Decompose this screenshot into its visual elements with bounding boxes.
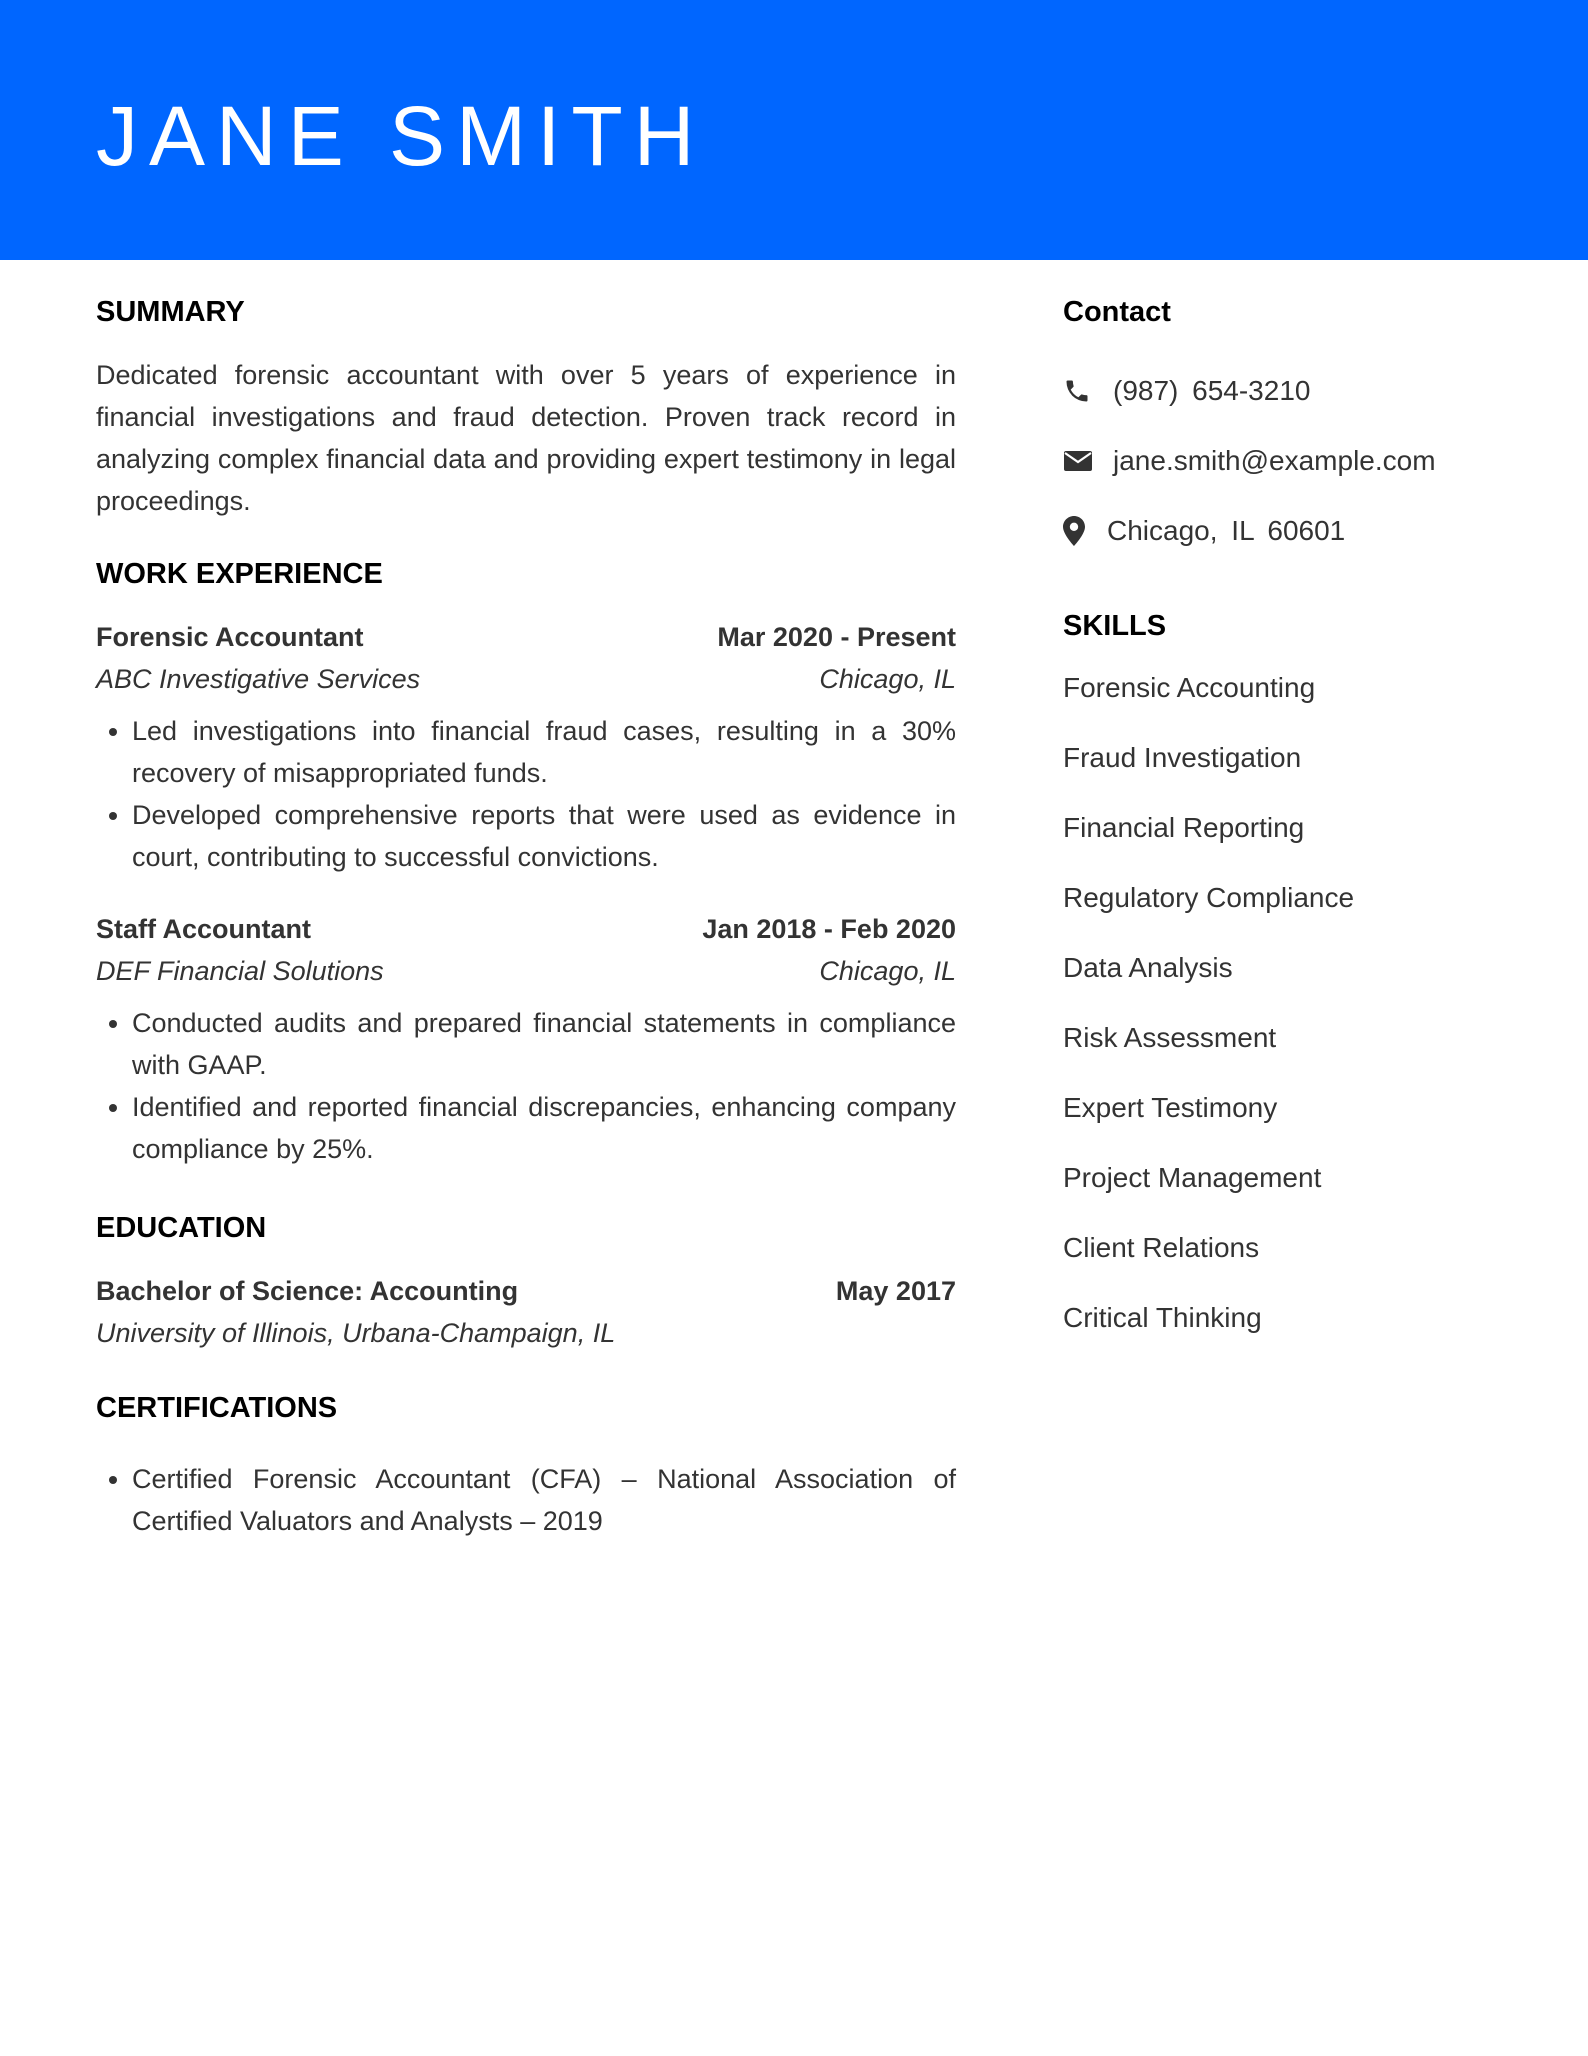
list-item: Client Relations — [1063, 1232, 1260, 1263]
job-dates: Jan 2018 - Feb 2020 — [702, 914, 956, 944]
list-item: Regulatory Compliance — [1063, 882, 1355, 913]
list-item: • Identified and reported financial discrepancies, enhancing company compliance by 25%. — [132, 1086, 956, 1170]
job-location: Chicago, IL — [819, 664, 956, 694]
phone-icon — [1063, 376, 1097, 406]
contact-email — [1063, 426, 1523, 496]
summary-text: Dedicated forensic accountant with over 5 years of experience in financial investigations and fraud detection. Proven track record in analyzing complex financial data and providing expert testimony in legal proceedings. — [96, 360, 956, 516]
list-item: • Led investigations into financial fraud cases, resulting in a 30% recovery of misappropriated funds. — [132, 710, 956, 794]
certifications-title: CERTIFICATIONS — [96, 1392, 338, 1424]
list-item: Data Analysis — [1063, 952, 1233, 983]
list-item: Expert Testimony — [1063, 1092, 1278, 1123]
envelope-icon — [1063, 446, 1097, 476]
skills-list — [1063, 668, 1523, 1368]
list-item: Risk Assessment — [1063, 1022, 1277, 1053]
skills-title: SKILLS — [1063, 610, 1167, 642]
list-item: • Certified Forensic Accountant (CFA) – National Association of Certified Valuators and Analysts – 2019 — [132, 1458, 956, 1542]
certifications-list — [96, 1458, 956, 1542]
job-location: Chicago, IL — [819, 956, 956, 986]
side-column — [1063, 292, 1523, 1368]
job-company: DEF Financial Solutions — [96, 956, 384, 986]
candidate-name: JANE SMITH — [96, 89, 706, 183]
summary-title: SUMMARY — [96, 296, 245, 328]
list-item: Financial Reporting — [1063, 812, 1305, 843]
email-address: jane.smith@example.com — [1113, 445, 1436, 476]
list-item: Forensic Accounting — [1063, 672, 1316, 703]
list-item: • Conducted audits and prepared financial statements in compliance with GAAP. — [132, 1002, 956, 1086]
school: University of Illinois, Urbana-Champaign, IL — [96, 1318, 616, 1348]
graduation-date: May 2017 — [835, 1276, 956, 1306]
job-entry — [96, 908, 956, 1170]
main-column — [96, 292, 956, 1542]
education-entry — [96, 1270, 956, 1354]
contact-list — [1063, 356, 1523, 566]
list-item: Fraud Investigation — [1063, 742, 1302, 773]
job-company: ABC Investigative Services — [96, 664, 421, 694]
job-dates: Mar 2020 - Present — [717, 622, 956, 652]
job-role: Staff Accountant — [96, 914, 311, 944]
contact-location — [1063, 496, 1523, 566]
list-item: Project Management — [1063, 1162, 1322, 1193]
work-experience-title: WORK EXPERIENCE — [96, 558, 383, 590]
map-pin-icon — [1063, 516, 1091, 546]
header-banner — [0, 0, 1588, 260]
degree: Bachelor of Science: Accounting — [96, 1276, 519, 1306]
location-text: Chicago, IL 60601 — [1107, 515, 1346, 546]
list-item: Critical Thinking — [1063, 1302, 1262, 1333]
job-bullets — [96, 710, 956, 878]
job-bullets — [96, 1002, 956, 1170]
phone-number: (987) 654-3210 — [1113, 375, 1311, 406]
contact-phone — [1063, 356, 1523, 426]
list-item: • Developed comprehensive reports that were used as evidence in court, contributing to successful convictions. — [132, 794, 956, 878]
contact-title: Contact — [1063, 296, 1171, 328]
education-title: EDUCATION — [96, 1212, 267, 1244]
job-entry — [96, 616, 956, 878]
job-role: Forensic Accountant — [96, 622, 364, 652]
